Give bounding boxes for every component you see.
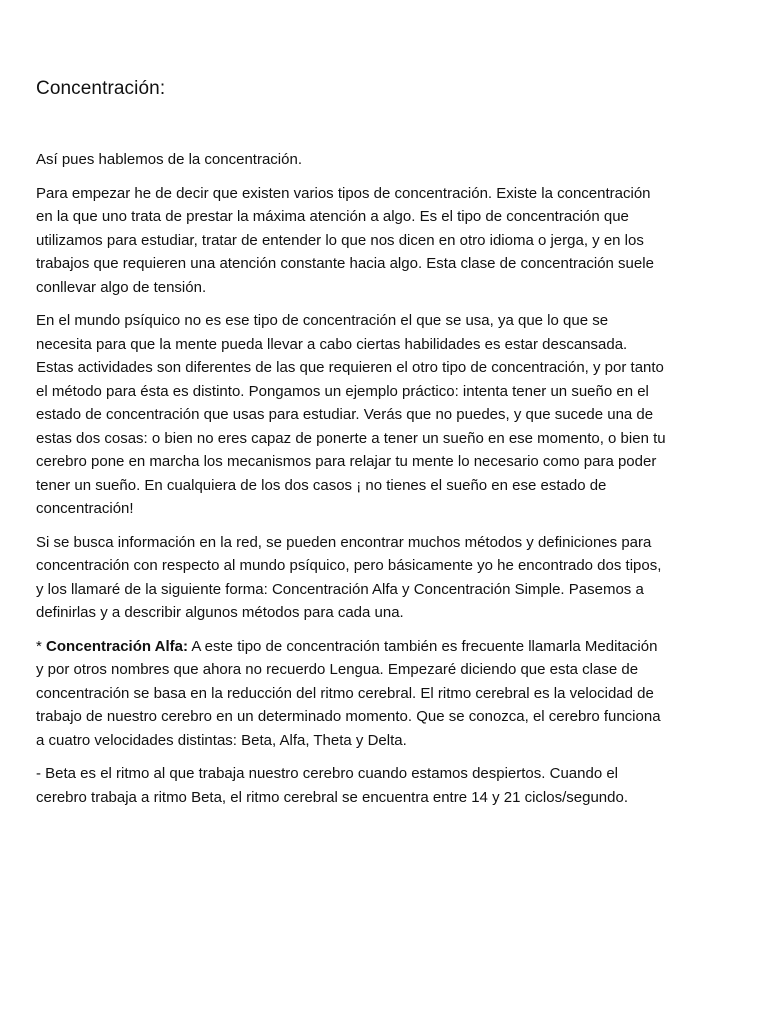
paragraph-psychic-world: En el mundo psíquico no es ese tipo de concentración el que se usa, ya que lo que se necesita para que la mente pueda llevar a cabo ciertas habilidades es estar descansada. Estas actividades son diferentes de las que requieren el otro tipo de concentración, y por tanto el método para ésta es distinto. Pongamos un ejemplo práctico: intenta tener un sueño en el estado de concentración que usas para estudiar. Verás que no puedes, y que sucede una de estas dos cosas: o bien no eres capaz de ponerte a tener un sueño en ese momento, o bien tu cerebro pone en marcha los mecanismos para relajar tu mente lo necesario como para poder tener un sueño. En cualquiera de los dos casos ¡ no tienes el sueño en ese estado de concentración! <box>36 312 666 517</box>
document-body <box>36 148 668 819</box>
alfa-text: A este tipo de concentración también es frecuente llamarla Meditación y por otros nombres que ahora no recuerdo Lengua. Empezaré diciendo que esta clase de concentración se basa en la reducción del ritmo cerebral. El ritmo cerebral es la velocidad de trabajo de nuestro cerebro en un determinado momento. Que se conozca, el cerebro funciona a cuatro velocidades distintas: Beta, Alfa, Theta y Delta. <box>36 637 661 749</box>
paragraph-beta: - Beta es el ritmo al que trabaja nuestro cerebro cuando estamos despiertos. Cuando el cerebro trabaja a ritmo Beta, el ritmo cerebral se encuentra entre 14 y 21 ciclos/segundo. <box>36 765 628 806</box>
paragraph-types: Para empezar he de decir que existen varios tipos de concentración. Existe la concentración en la que uno trata de prestar la máxima atención a algo. Es el tipo de concentración que utilizamos para estudiar, tratar de entender lo que nos dicen en otro idioma o jerga, y en los trabajos que requieren una atención constante hacia algo. Esta clase de concentración suele conllevar algo de tensión. <box>36 184 654 296</box>
paragraph-alfa <box>36 635 668 753</box>
alfa-prefix: * <box>36 637 47 655</box>
paragraph-methods: Si se busca información en la red, se pueden encontrar muchos métodos y definiciones para concentración con respecto al mundo psíquico, pero básicamente yo he encontrado dos tipos, y los llamaré de la siguiente forma: Concentración Alfa y Concentración Simple. Pasemos a definirlas y a describir algunos métodos para cada una. <box>36 533 662 621</box>
document-title: Concentración: <box>36 78 166 99</box>
paragraph-intro: Así pues hablemos de la concentración. <box>36 151 302 168</box>
alfa-heading: Concentración Alfa: <box>46 637 188 655</box>
